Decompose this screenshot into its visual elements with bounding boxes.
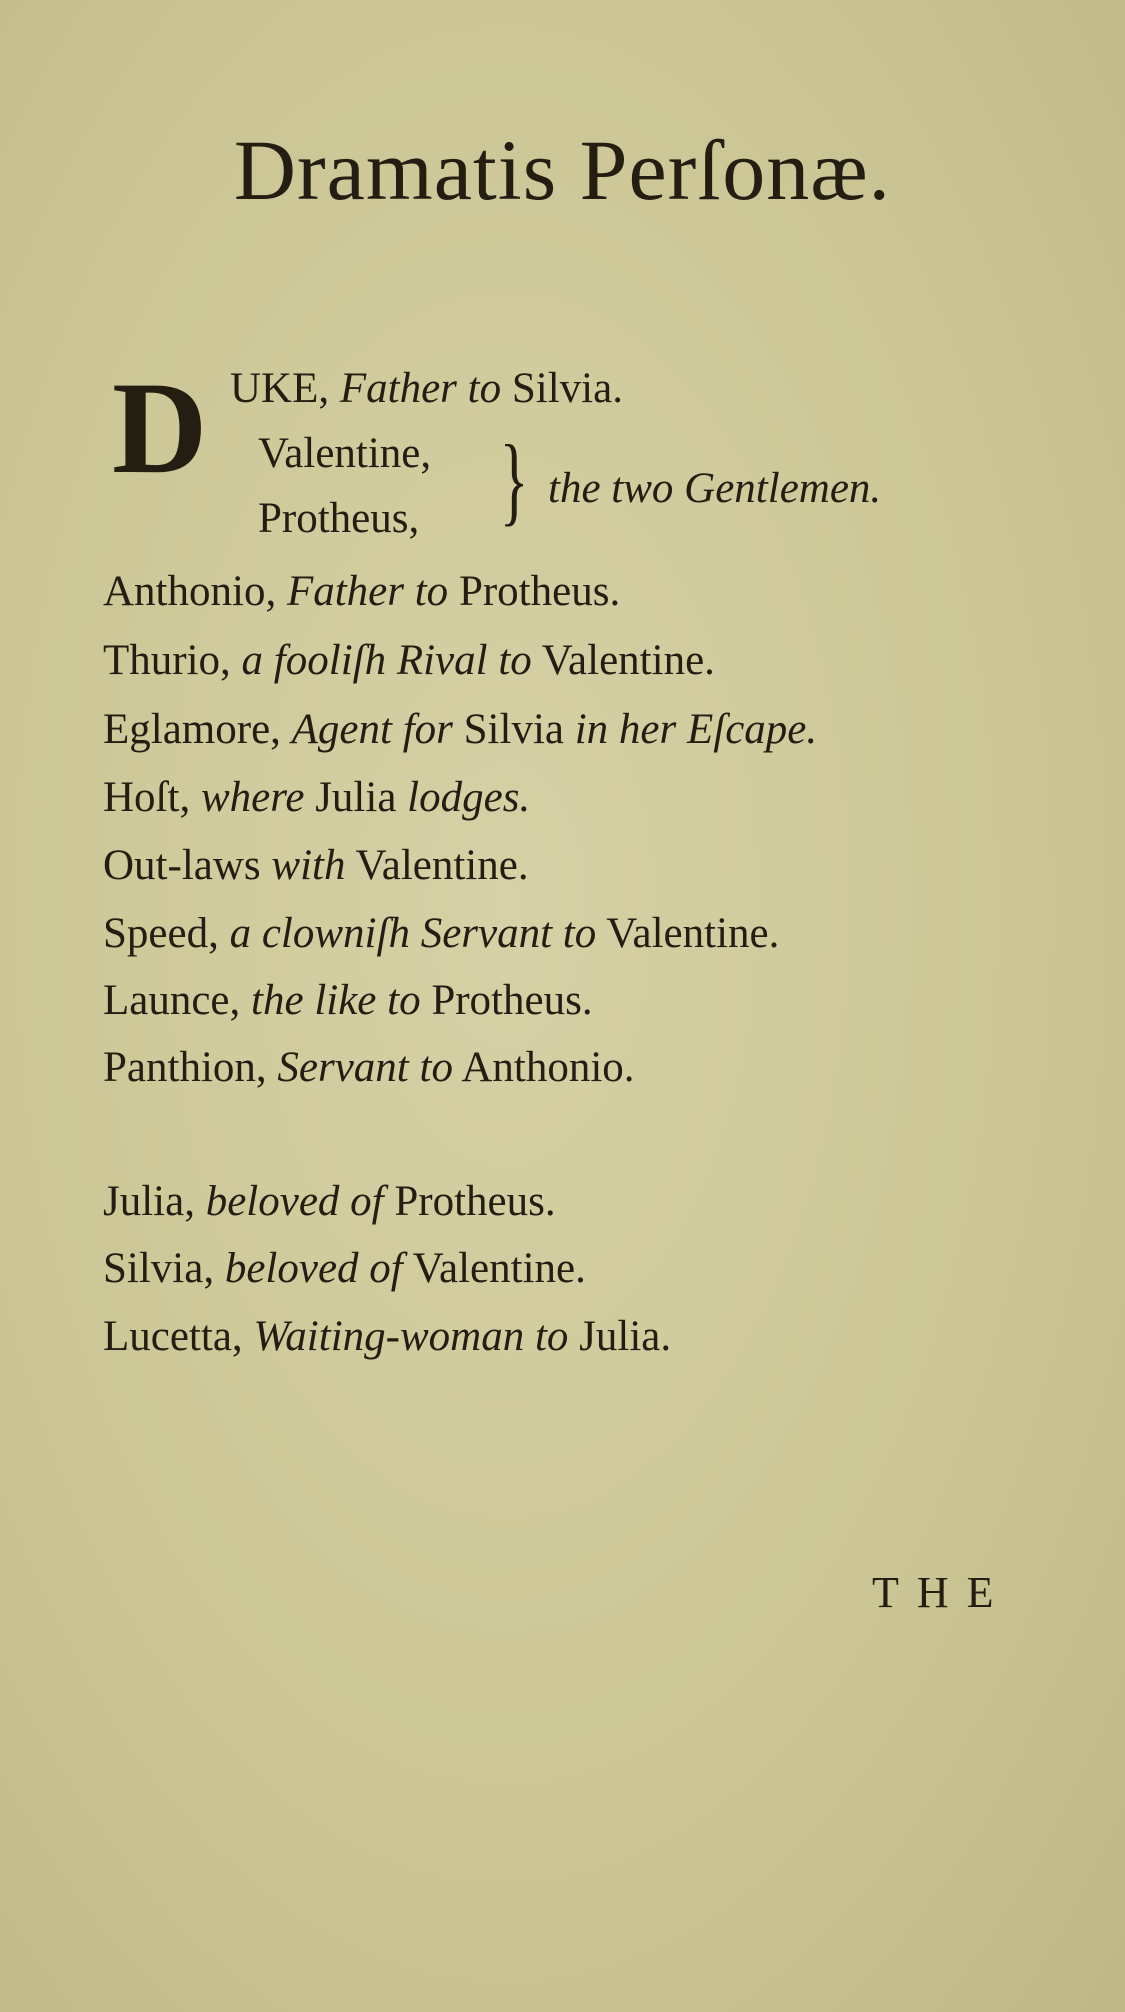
cast-entry	[103, 844, 529, 887]
cast-entry	[103, 570, 620, 613]
cast-name: Silvia,	[103, 1245, 215, 1292]
cast-name: Thurio,	[103, 637, 231, 684]
cast-desc: Waiting-woman to	[253, 1313, 569, 1360]
cast-name: Lucetta,	[103, 1313, 243, 1360]
cast-entry-duke	[230, 367, 623, 410]
cast-entry	[103, 776, 530, 819]
cast-name: Hoſt,	[103, 774, 191, 821]
cast-entry	[103, 1247, 586, 1290]
cast-desc-gentlemen: the two Gentlemen.	[548, 465, 882, 512]
drop-cap: D	[112, 354, 208, 501]
cast-name: UKE,	[230, 365, 330, 412]
cast-name-valentine: Valentine,	[258, 430, 432, 477]
cast-relation: Silvia	[463, 706, 564, 753]
cast-entry	[103, 708, 817, 751]
cast-relation: Valentine.	[606, 910, 780, 957]
cast-entry	[103, 1046, 635, 1089]
catchword: THE	[872, 1568, 1012, 1617]
cast-entry	[103, 1315, 671, 1358]
cast-relation: Protheus.	[458, 568, 621, 615]
cast-name: Speed,	[103, 910, 219, 957]
cast-name: Julia,	[103, 1178, 195, 1225]
cast-desc: with	[271, 842, 346, 889]
cast-desc: a clowniſh Servant to	[229, 910, 597, 957]
cast-desc: Agent for	[291, 706, 453, 753]
cast-name: Out-laws	[103, 842, 261, 889]
page-title: Dramatis Perſonæ.	[233, 122, 892, 218]
cast-desc: a fooliſh Rival to	[241, 637, 532, 684]
cast-desc: in her Eſcape.	[574, 706, 818, 753]
brace: }	[499, 424, 529, 535]
cast-desc: lodges.	[407, 774, 531, 821]
cast-desc: beloved of	[224, 1245, 403, 1292]
cast-entry	[103, 979, 593, 1022]
cast-name: Launce,	[103, 977, 241, 1024]
cast-desc: the like to	[251, 977, 421, 1024]
cast-desc: Father to	[339, 365, 502, 412]
cast-entry	[103, 639, 715, 682]
cast-name: Anthonio,	[103, 568, 277, 615]
cast-relation: Valentine.	[412, 1245, 586, 1292]
cast-entry	[103, 912, 779, 955]
cast-relation: Silvia.	[511, 365, 623, 412]
cast-desc: Father to	[286, 568, 449, 615]
cast-relation: Valentine.	[355, 842, 529, 889]
cast-desc: where	[200, 774, 305, 821]
cast-relation: Julia	[315, 774, 397, 821]
cast-name-protheus: Protheus,	[258, 495, 420, 542]
cast-relation: Julia.	[579, 1313, 672, 1360]
cast-entry	[103, 1180, 556, 1223]
cast-relation: Protheus.	[431, 977, 593, 1024]
cast-name: Panthion,	[103, 1044, 267, 1091]
cast-relation: Anthonio.	[461, 1044, 635, 1091]
cast-desc: Servant to	[277, 1044, 453, 1091]
cast-name: Eglamore,	[103, 706, 281, 753]
cast-relation: Valentine.	[541, 637, 715, 684]
cast-desc: beloved of	[205, 1178, 384, 1225]
cast-relation: Protheus.	[394, 1178, 556, 1225]
